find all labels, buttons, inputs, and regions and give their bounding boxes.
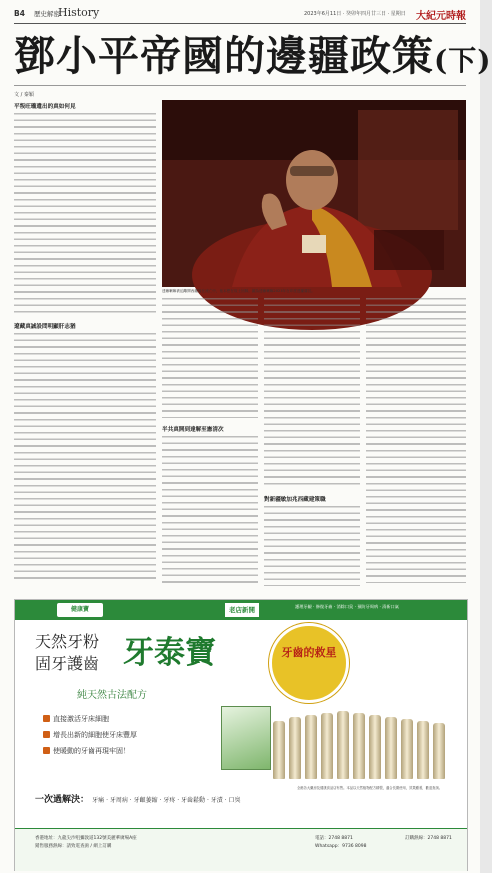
bottle-icon [385, 717, 397, 779]
bottle-icon [289, 717, 301, 779]
article-photo [162, 100, 466, 287]
bottle-icon [433, 723, 445, 779]
article-column-3 [264, 298, 360, 588]
bullet-text: 增長出新的細胞使牙床豐厚 [53, 731, 137, 739]
bullet-icon [43, 715, 50, 722]
ad-ticker: 護理牙齦 · 修復牙齒 · 消除口臭 · 預防牙周病 · 清新口氣 [295, 604, 399, 609]
body-text-block [162, 298, 258, 418]
ad-tag: 老店新開 [225, 603, 259, 617]
body-text-block [264, 298, 360, 488]
dalai-lama-photo-illustration [162, 100, 466, 287]
address-line: 香港地址：九龍尖沙咀彌敦道132號美麗華廣場A座 [35, 836, 137, 841]
ad-logo: 健康寶 [57, 603, 103, 617]
headline-suffix: (下) [434, 44, 492, 77]
body-text-block [14, 333, 156, 583]
bullet-text: 直接激活牙床細胞 [53, 715, 109, 723]
page-number: B4 [14, 9, 25, 18]
ad-bullet [43, 746, 130, 756]
ad-bullet [43, 730, 137, 740]
ad-top-bar [15, 600, 467, 620]
bottle-icon [305, 715, 317, 779]
section-heading: 平叛旺瓏遺出的真如何見 [14, 104, 76, 110]
phone-line: 電話：2748 8871 [315, 836, 353, 841]
article-column-4 [366, 298, 466, 588]
headline-text: 鄧小平帝國的邊疆政策 [14, 32, 434, 80]
ad-order-line: 訂購熱線：2748 8871 [405, 836, 452, 841]
bottle-icon [321, 713, 333, 779]
article-column-2 [162, 298, 258, 588]
bullet-text: 使暖動的牙齒再現牢固！ [53, 747, 130, 755]
address-line: 銷售服務熱線：請致電查詢 / 網上訂購 [35, 843, 112, 849]
solve-items: 牙痛 · 牙周病 · 牙齦萎縮 · 牙疼 · 牙齒鬆動 · 牙漬 · 口臭 [92, 797, 241, 804]
bullet-icon [43, 747, 50, 754]
bottle-icon [417, 721, 429, 779]
issue-date: 2023年6月11日 · 癸卯年四月廿三日 · 星期日 [304, 11, 406, 17]
section-heading: 對新疆敏加兆西藏建策職 [264, 497, 326, 503]
ad-tagline-2: 固牙護齒 [35, 654, 100, 673]
masthead-logo: 大紀元時報 [416, 11, 466, 22]
body-text-block [264, 506, 360, 586]
ad-address [35, 835, 305, 850]
bottle-icon [337, 711, 349, 779]
body-text-block [366, 298, 466, 583]
photo-caption: 達賴喇嘛被迫離開西藏後在流亡中，他本想在故土回歸。圖為達賴喇嘛2023年在印度達蘭薩拉。 [162, 289, 315, 293]
solve-label: 一次過解決： [35, 795, 90, 805]
ad-shop-info: 全港各大藥房及健康食品店有售。本品以天然植物配方精製，適合長期使用，效果顯著，歡迎查詢。 [297, 786, 443, 790]
header-rule [14, 23, 466, 24]
bottle-icon [401, 719, 413, 779]
section-name: 歷史解密 [34, 10, 60, 18]
ad-slogan: 純天然古法配方 [77, 690, 147, 701]
seal-text: 牙齒的救星 [281, 646, 337, 659]
article-headline [14, 32, 492, 85]
article-column-1 [14, 101, 156, 591]
bottle-icon [353, 713, 365, 779]
ad-phone [315, 835, 405, 850]
phone-line: Whatsapp：9736 8098 [315, 843, 367, 849]
ad-brand-name: 牙泰寶 [123, 635, 216, 671]
ad-bullet [43, 714, 109, 724]
ad-solve-line [35, 792, 241, 805]
bottle-icon [369, 715, 381, 779]
section-name-en: History [58, 6, 100, 19]
body-text-block [14, 113, 156, 313]
product-box [221, 706, 271, 770]
advertisement[interactable] [14, 599, 468, 871]
product-bottles [273, 704, 448, 779]
byline: 文 / 秦穎 [14, 92, 34, 98]
bottle-icon [273, 721, 285, 779]
section-heading: 半共真開到達解至憲清次 [162, 427, 224, 433]
page-header [14, 6, 466, 22]
ad-seal-badge [269, 623, 349, 703]
ad-footer [15, 828, 467, 871]
bullet-icon [43, 731, 50, 738]
ad-tagline-1: 天然牙粉 [35, 632, 100, 651]
headline-rule [14, 85, 466, 86]
body-text-block [162, 436, 258, 586]
section-heading: 遼藏真誠設問明顯肝志猶 [14, 324, 76, 330]
